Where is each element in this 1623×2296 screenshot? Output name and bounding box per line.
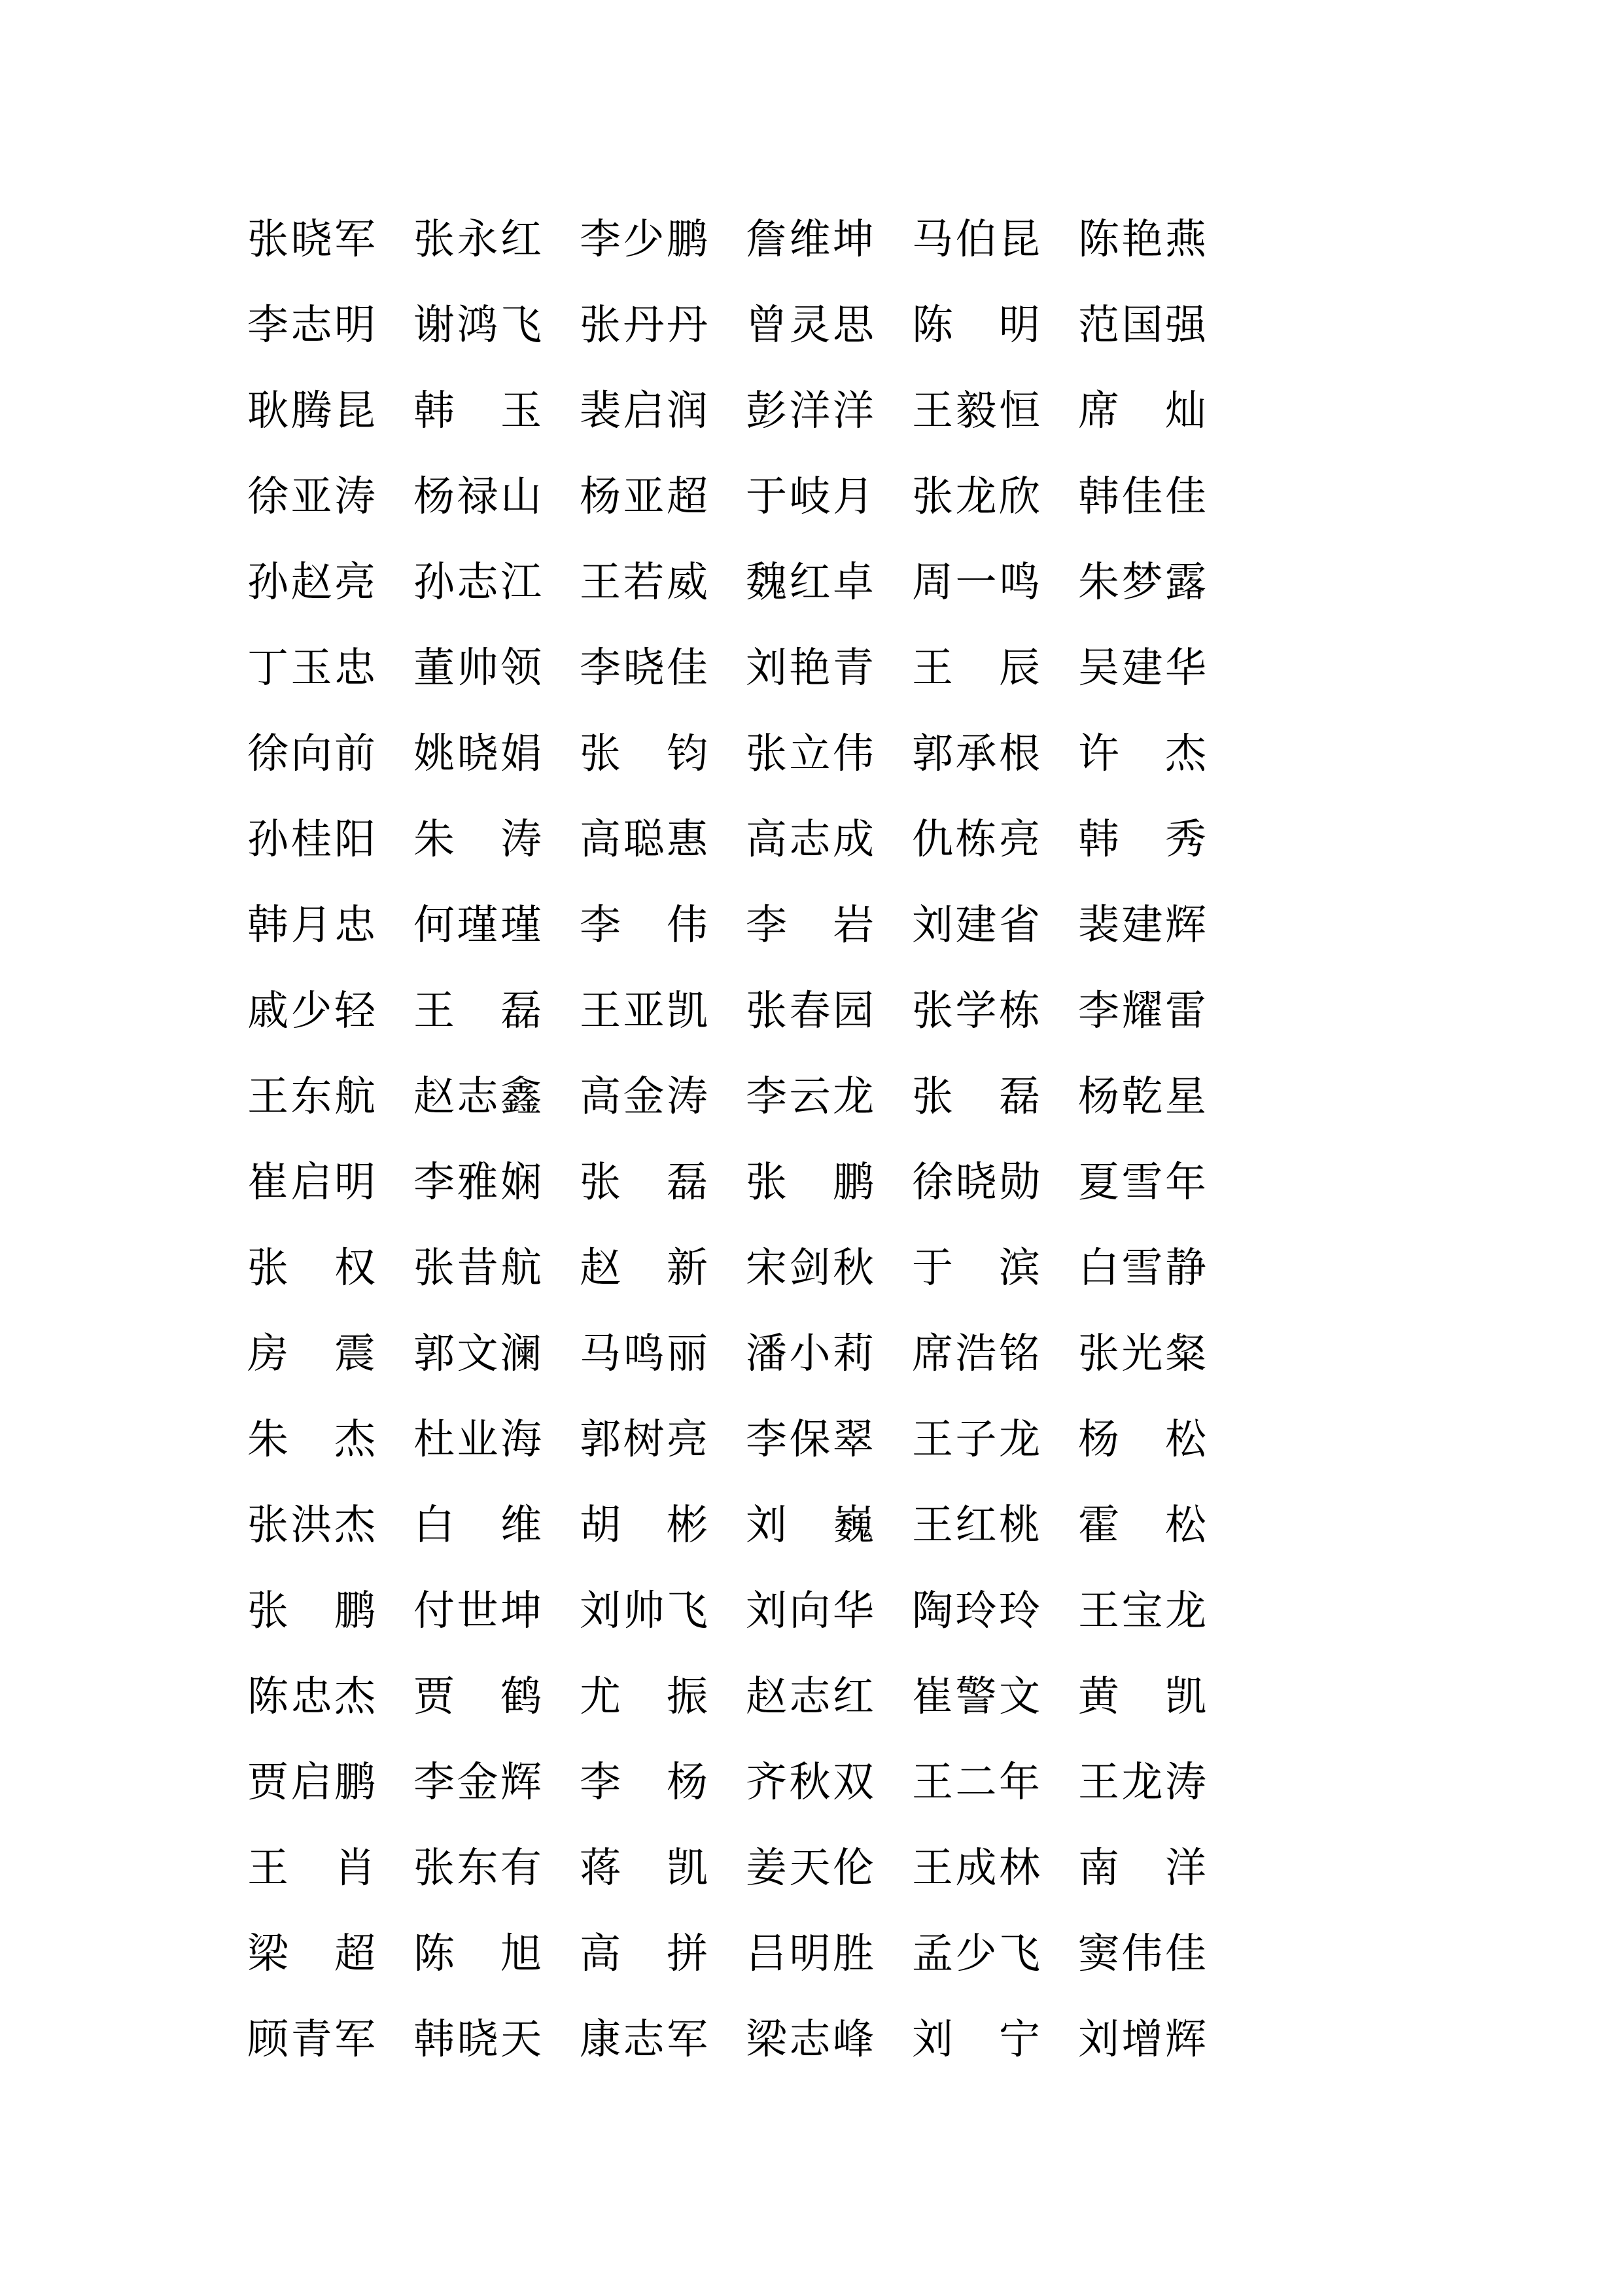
name-row [247,1482,1209,1568]
person-name: 高 金 涛 [580,1072,708,1120]
person-name: 杨 松 [1078,1415,1206,1463]
person-name: 詹 维 坤 [746,215,874,263]
person-name: 赵 志 鑫 [413,1072,542,1120]
person-name: 高 志 成 [746,815,874,863]
person-name: 杜 业 海 [413,1415,542,1463]
person-name: 付 世 坤 [413,1587,542,1634]
person-name: 崔 启 明 [247,1158,375,1206]
person-name: 韩 秀 [1078,815,1206,863]
person-name: 马 伯 昆 [912,215,1040,263]
person-name: 王 龙 涛 [1078,1758,1206,1806]
person-name: 徐 向 前 [247,730,375,777]
name-row [247,1996,1209,2082]
person-name: 王 宝 龙 [1078,1587,1206,1634]
person-name: 李 伟 [580,901,708,949]
person-name: 王 肖 [247,1844,375,1892]
person-name: 仇 栋 亮 [912,815,1040,863]
person-name: 陈 忠 杰 [247,1672,375,1720]
person-name: 马 鸣 丽 [580,1330,708,1377]
person-name: 陈 旭 [413,1930,542,1977]
person-name: 吕 明 胜 [746,1930,874,1977]
person-name: 姜 天 伦 [746,1844,874,1892]
person-name: 张 洪 杰 [247,1501,375,1549]
name-row [247,1053,1209,1139]
person-name: 李 杨 [580,1758,708,1806]
person-name: 徐 晓 勋 [912,1158,1040,1206]
person-name: 杨 亚 超 [580,472,708,520]
person-name: 魏 红 卓 [746,558,874,606]
person-name: 吴 建 华 [1078,644,1206,692]
person-name: 韩 月 忠 [247,901,375,949]
person-name: 李 志 明 [247,301,375,349]
person-name: 尤 振 [580,1672,708,1720]
person-name: 贾 启 鹏 [247,1758,375,1806]
person-name: 张 立 伟 [746,730,874,777]
person-name: 齐 秋 双 [746,1758,874,1806]
person-name: 赵 新 [580,1244,708,1292]
person-name: 张 晓 军 [247,215,375,263]
person-name: 何 瑾 瑾 [413,901,542,949]
person-name: 陶 玲 玲 [912,1587,1040,1634]
person-name: 朱 杰 [247,1415,375,1463]
person-name: 李 少 鹏 [580,215,708,263]
person-name: 王 毅 恒 [912,387,1040,434]
person-name: 孙 志 江 [413,558,542,606]
name-row [247,196,1209,282]
person-name: 孟 少 飞 [912,1930,1040,1977]
person-name: 曾 灵 思 [746,301,874,349]
person-name: 周 一 鸣 [912,558,1040,606]
person-name: 张 昔 航 [413,1244,542,1292]
name-row [247,1739,1209,1825]
person-name: 许 杰 [1078,730,1206,777]
person-name: 张 学 栋 [912,987,1040,1034]
person-name: 李 晓 佳 [580,644,708,692]
person-name: 潘 小 莉 [746,1330,874,1377]
person-name: 赵 志 红 [746,1672,874,1720]
person-name: 张 春 园 [746,987,874,1034]
name-row [247,453,1209,539]
person-name: 房 震 [247,1330,375,1377]
person-name: 谢 鸿 飞 [413,301,542,349]
person-name: 窦 伟 佳 [1078,1930,1206,1977]
person-name: 王 红 桃 [912,1501,1040,1549]
person-name: 徐 亚 涛 [247,472,375,520]
person-name: 郭 承 根 [912,730,1040,777]
name-row [247,882,1209,968]
name-row [247,1825,1209,1911]
person-name: 杨 禄 山 [413,472,542,520]
person-name: 张 权 [247,1244,375,1292]
person-name: 白 维 [413,1501,542,1549]
person-name: 耿 腾 昆 [247,387,375,434]
person-name: 韩 玉 [413,387,542,434]
person-name: 梁 超 [247,1930,375,1977]
person-name: 李 云 龙 [746,1072,874,1120]
person-name: 崔 警 文 [912,1672,1040,1720]
name-row [247,282,1209,368]
person-name: 张 鹏 [247,1587,375,1634]
name-row [247,1568,1209,1653]
person-name: 王 子 龙 [912,1415,1040,1463]
name-row [247,1311,1209,1396]
person-name: 韩 佳 佳 [1078,472,1206,520]
person-name: 南 洋 [1078,1844,1206,1892]
person-name: 顾 青 军 [247,2015,375,2063]
person-name: 宋 剑 秋 [746,1244,874,1292]
person-name: 刘 艳 青 [746,644,874,692]
person-name: 张 龙 欣 [912,472,1040,520]
person-name: 陈 艳 燕 [1078,215,1206,263]
person-name: 韩 晓 天 [413,2015,542,2063]
person-name: 席 浩 铭 [912,1330,1040,1377]
name-row [247,1225,1209,1311]
person-name: 孙 桂 阳 [247,815,375,863]
name-row [247,1396,1209,1482]
name-list [247,196,1209,2082]
person-name: 夏 雪 年 [1078,1158,1206,1206]
name-row [247,1653,1209,1739]
person-name: 张 磊 [912,1072,1040,1120]
person-name: 裴 启 润 [580,387,708,434]
person-name: 李 金 辉 [413,1758,542,1806]
person-name: 于 岐 月 [746,472,874,520]
person-name: 范 国 强 [1078,301,1206,349]
person-name: 白 雪 静 [1078,1244,1206,1292]
person-name: 李 耀 雷 [1078,987,1206,1034]
person-name: 刘 向 华 [746,1587,874,1634]
person-name: 裴 建 辉 [1078,901,1206,949]
person-name: 朱 梦 露 [1078,558,1206,606]
person-name: 贾 鹤 [413,1672,542,1720]
person-name: 王 磊 [413,987,542,1034]
person-name: 王 辰 [912,644,1040,692]
person-name: 高 聪 惠 [580,815,708,863]
person-name: 张 鹏 [746,1158,874,1206]
name-row [247,1911,1209,1996]
person-name: 郭 树 亮 [580,1415,708,1463]
person-name: 张 丹 丹 [580,301,708,349]
person-name: 陈 明 [912,301,1040,349]
person-name: 王 亚 凯 [580,987,708,1034]
name-row [247,968,1209,1053]
person-name: 王 若 威 [580,558,708,606]
person-name: 李 保 翠 [746,1415,874,1463]
person-name: 王 二 年 [912,1758,1040,1806]
name-row [247,625,1209,711]
person-name: 张 光 粲 [1078,1330,1206,1377]
person-name: 黄 凯 [1078,1672,1206,1720]
person-name: 王 成 林 [912,1844,1040,1892]
person-name: 李 雅 娴 [413,1158,542,1206]
name-row [247,368,1209,453]
person-name: 胡 彬 [580,1501,708,1549]
person-name: 董 帅 领 [413,644,542,692]
person-name: 刘 宁 [912,2015,1040,2063]
person-name: 蒋 凯 [580,1844,708,1892]
person-name: 于 滨 [912,1244,1040,1292]
name-row [247,796,1209,882]
person-name: 彭 洋 洋 [746,387,874,434]
person-name: 梁 志 峰 [746,2015,874,2063]
person-name: 刘 巍 [746,1501,874,1549]
person-name: 杨 乾 星 [1078,1072,1206,1120]
person-name: 李 岩 [746,901,874,949]
person-name: 刘 建 省 [912,901,1040,949]
person-name: 席 灿 [1078,387,1206,434]
person-name: 王 东 航 [247,1072,375,1120]
person-name: 孙 赵 亮 [247,558,375,606]
person-name: 张 东 有 [413,1844,542,1892]
person-name: 戚 少 轻 [247,987,375,1034]
name-row [247,1139,1209,1225]
name-row [247,711,1209,796]
person-name: 康 志 军 [580,2015,708,2063]
person-name: 姚 晓 娟 [413,730,542,777]
person-name: 郭 文 澜 [413,1330,542,1377]
person-name: 张 磊 [580,1158,708,1206]
person-name: 刘 增 辉 [1078,2015,1206,2063]
person-name: 张 钧 [580,730,708,777]
person-name: 高 拼 [580,1930,708,1977]
person-name: 朱 涛 [413,815,542,863]
name-row [247,539,1209,625]
person-name: 霍 松 [1078,1501,1206,1549]
person-name: 刘 帅 飞 [580,1587,708,1634]
person-name: 张 永 红 [413,215,542,263]
person-name: 丁 玉 忠 [247,644,375,692]
